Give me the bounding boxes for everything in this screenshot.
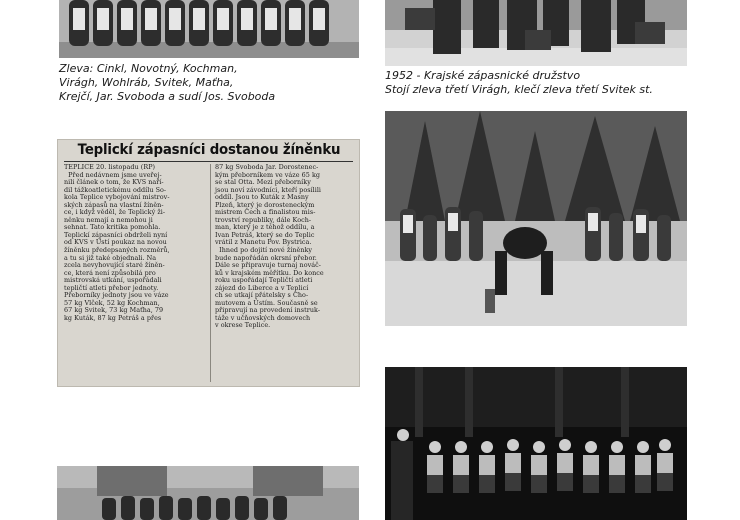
newspaper-clipping bbox=[57, 139, 360, 387]
clipping-left-column-line: nili článek o tom, že KVS naří- bbox=[64, 178, 164, 187]
clipping-right-column-line: mistrem Čech a finalistou mis- bbox=[215, 208, 316, 217]
clipping-right-column-line: vrátil z Manetu Pov. Bystrica. bbox=[215, 238, 312, 247]
clipping-left-column-line: Přeborníky jednoty jsou ve váze bbox=[64, 291, 169, 300]
clipping-right-column bbox=[215, 164, 324, 330]
clipping-right-column-line: Ivan Petráš, který se do Teplic bbox=[215, 230, 315, 239]
clipping-left-column-line: od KVS v Ústí poukaz na novou bbox=[64, 238, 167, 247]
clipping-left-column-line: sehnat. Tato kritika pomohla. bbox=[64, 223, 161, 232]
clipping-right-column-line: bude napořádán okrsní přebor. bbox=[215, 253, 317, 262]
caption-top-left-line-3: Krejčí, Jar. Svoboda a sudí Jos. Svoboda bbox=[59, 90, 276, 103]
clipping-right-column-line: táže v učňovských domovech bbox=[215, 313, 311, 322]
clipping-left-column-line: ce, i když věděl, že Teplický ži- bbox=[64, 208, 166, 217]
team-photo-bottom-left-image bbox=[57, 466, 359, 520]
clipping-right-column-line: roku uspořádají Tepličtí atleti bbox=[215, 276, 313, 285]
clipping-right-column-line: 87 kg Svoboda Jar. Dorostenec- bbox=[215, 163, 319, 171]
team-photo-1952 bbox=[385, 0, 687, 66]
team-photo-1952-image bbox=[385, 0, 687, 66]
clipping-right-column-line: oddíl. Jsou to Kuták z Masny bbox=[215, 193, 309, 202]
team-photo-bottom-left bbox=[57, 466, 359, 520]
clipping-left-column-line: dil tážkoatletickému oddílu So- bbox=[64, 185, 167, 194]
caption-top-right-line-1: 1952 - Krajské zápasnické družstvo bbox=[385, 69, 581, 82]
clipping-left-column bbox=[64, 164, 170, 322]
wrestling-outdoor-photo bbox=[385, 111, 687, 326]
clipping-right-column-line: Plzeň, který je dorosteneckým bbox=[215, 200, 315, 209]
clipping-right-column-line: připravují na provedení instruk- bbox=[215, 306, 321, 315]
clipping-left-column-line: žíněnku předepsaných rozměrů, bbox=[64, 246, 170, 255]
clipping-left-column-line: 57 kg Vlček, 52 kg Kochman, bbox=[64, 298, 160, 307]
clipping-right-column-line: ch se utkají přátelsky s Cho- bbox=[215, 291, 309, 300]
clipping-left-column-line: tepličtí atleti přebor jednoty. bbox=[64, 283, 159, 292]
clipping-left-column-line: a tu si již také objednali. Na bbox=[64, 253, 157, 262]
clipping-right-column-line: mutovem a Ústím. Současně se bbox=[215, 298, 318, 307]
caption-top-right bbox=[385, 69, 653, 97]
clipping-right-column-line: Ihned po dojití nové žíněnky bbox=[215, 246, 313, 255]
team-photo-bottom-right-image bbox=[385, 367, 687, 520]
clipping-right-column-line: Dále se připravuje turnaj nováč- bbox=[215, 261, 321, 270]
clipping-left-column-line: Před nedávnem jsme uveřej- bbox=[64, 170, 162, 179]
team-photo-top-left-image bbox=[59, 0, 359, 58]
clipping-left-column-line: něnku nemají a nemohou ji bbox=[64, 215, 153, 224]
clipping-left-column-line: TEPLICE 20. listopadu (RP) bbox=[64, 163, 156, 171]
clipping-left-column-line: kg Kuták, 87 kg Petráš a přes bbox=[64, 313, 162, 322]
clipping-headline: Teplickí zápasníci dostanou žíněnku bbox=[77, 142, 341, 158]
clipping-right-column-line: zájezd do Liberce a v Teplicí bbox=[215, 283, 309, 292]
clipping-right-column-line: v okrese Teplice. bbox=[215, 321, 271, 330]
team-photo-bottom-right bbox=[385, 367, 687, 520]
clipping-column-divider bbox=[210, 164, 211, 382]
clipping-left-column-line: 67 kg Svitek, 73 kg Maťha, 79 bbox=[64, 306, 164, 315]
wrestling-outdoor-photo-image bbox=[385, 111, 687, 326]
clipping-left-column-line: ských zápasů na vlastní žíněn- bbox=[64, 200, 164, 209]
caption-top-right-line-2: Stojí zleva třetí Virágh, klečí zleva třetí Svitek st. bbox=[385, 83, 653, 96]
team-photo-top-left bbox=[59, 0, 359, 58]
clipping-left-column-line: kola Teplice vybojování mistrov- bbox=[64, 193, 170, 202]
caption-top-left bbox=[59, 62, 275, 104]
clipping-right-column-line: jsou noví závodníci, kteří posílili bbox=[215, 185, 322, 194]
clipping-headline-rule bbox=[64, 161, 353, 162]
clipping-left-column-line: ce, která není způsobilá pro bbox=[64, 268, 156, 277]
clipping-left-column-line: mistrovská utkání, uspořádali bbox=[64, 276, 162, 285]
clipping-right-column-line: ků v krajském měřítku. Do konce bbox=[215, 268, 324, 277]
clipping-left-column-line: Teplickí zápasníci obdrželi nyní bbox=[64, 230, 168, 239]
clipping-right-column-line: man, který je z téhož oddílu, a bbox=[215, 223, 315, 232]
caption-top-left-line-2: Virágh, Wohlráb, Svitek, Maťha, bbox=[59, 76, 234, 89]
clipping-left-column-line: zcela nevyhovující staré žíněn- bbox=[64, 261, 165, 270]
clipping-right-column-line: kým přeborníkem ve váze 65 kg bbox=[215, 170, 321, 179]
clipping-right-column-line: trovství republiky, dále Koch- bbox=[215, 215, 312, 224]
caption-top-left-line-1: Zleva: Cinkl, Novotný, Kochman, bbox=[59, 62, 238, 75]
clipping-right-column-line: se stal Otta. Mezi přeborníky bbox=[215, 178, 311, 187]
